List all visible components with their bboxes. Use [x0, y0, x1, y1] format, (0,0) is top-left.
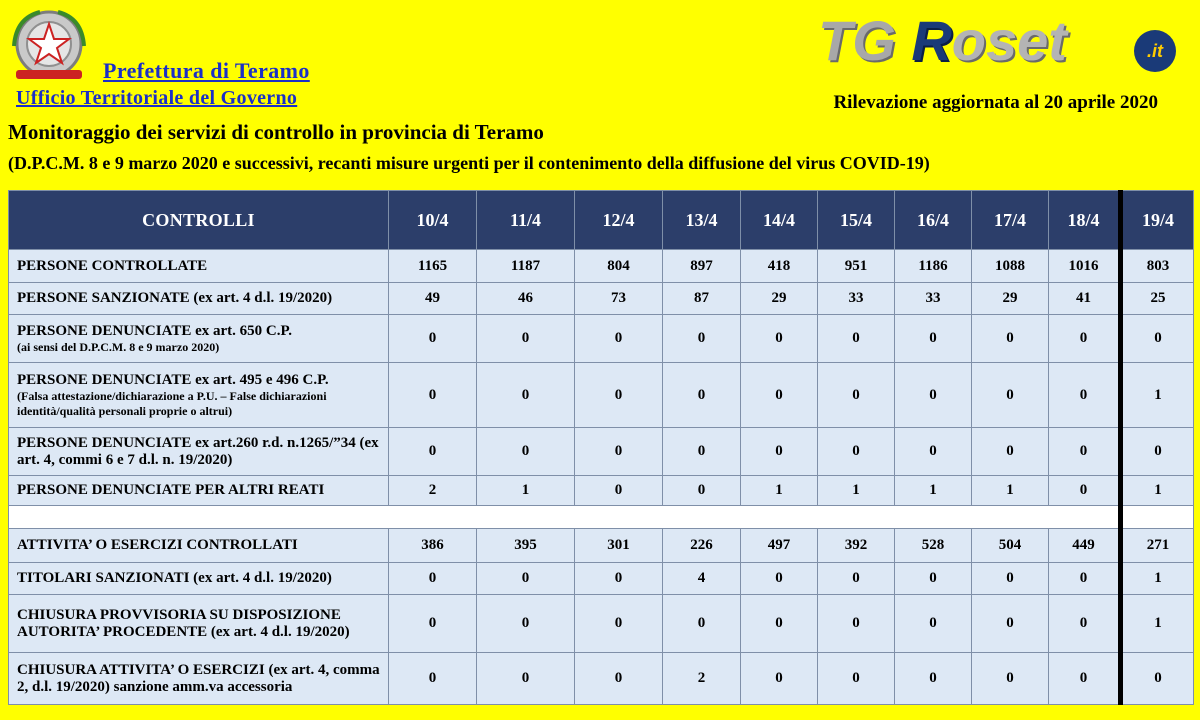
table-cell: 46	[477, 283, 575, 315]
row-label-note: (ai sensi del D.P.C.M. 8 e 9 marzo 2020)	[17, 339, 220, 354]
row-label	[9, 476, 389, 506]
table-cell: 0	[477, 363, 575, 428]
header-date: 19/4	[1121, 191, 1194, 250]
table-cell: 504	[972, 529, 1049, 563]
table-cell: 0	[663, 315, 741, 363]
table-cell: 0	[818, 363, 895, 428]
table-cell: 528	[895, 529, 972, 563]
row-label-text: CHIUSURA ATTIVITA’ O ESERCIZI (ex art. 4, comma 2, d.l. 19/2020) sanzione amm.va accessoria	[17, 661, 380, 695]
row-label	[9, 250, 389, 283]
table-cell: 804	[575, 250, 663, 283]
table-cell: 497	[741, 529, 818, 563]
table-cell: 0	[389, 363, 477, 428]
row-label-text: CHIUSURA PROVVISORIA SU DISPOSIZIONE AUTORITA’ PROCEDENTE (ex art. 4 d.l. 19/2020)	[17, 606, 350, 640]
logo-dot-it: .it	[1134, 30, 1176, 72]
table-cell: 0	[1121, 653, 1194, 705]
table-cell: 0	[972, 653, 1049, 705]
table-cell: 0	[1049, 428, 1121, 476]
table-cell: 1	[972, 476, 1049, 506]
italian-republic-emblem-icon	[6, 6, 92, 84]
table-cell: 0	[818, 315, 895, 363]
logo-oset: oset	[951, 9, 1067, 72]
table-cell: 0	[972, 363, 1049, 428]
table-cell: 1	[1121, 363, 1194, 428]
header-date: 18/4	[1049, 191, 1121, 250]
row-label-text: ATTIVITA’ O ESERCIZI CONTROLLATI	[17, 537, 298, 553]
table-cell: 0	[895, 653, 972, 705]
table-cell: 1	[741, 476, 818, 506]
spacer-cell	[9, 506, 1121, 529]
table-cell: 0	[1049, 595, 1121, 653]
table-cell: 0	[389, 315, 477, 363]
table-cell: 49	[389, 283, 477, 315]
controls-table	[8, 190, 1193, 705]
table-cell: 2	[663, 653, 741, 705]
table-cell: 87	[663, 283, 741, 315]
table-cell: 0	[663, 595, 741, 653]
table-cell: 226	[663, 529, 741, 563]
table-cell: 73	[575, 283, 663, 315]
row-label-text: PERSONE CONTROLLATE	[17, 257, 208, 274]
table-cell: 271	[1121, 529, 1194, 563]
table-cell: 1	[477, 476, 575, 506]
table-cell: 0	[663, 476, 741, 506]
header-date: 16/4	[895, 191, 972, 250]
table-cell: 29	[972, 283, 1049, 315]
table-row	[9, 250, 1194, 283]
table-cell: 0	[972, 315, 1049, 363]
table-row	[9, 476, 1194, 506]
table-cell: 1	[1121, 563, 1194, 595]
table-cell: 0	[575, 563, 663, 595]
table-cell: 0	[575, 363, 663, 428]
table-cell: 1016	[1049, 250, 1121, 283]
row-label	[9, 595, 389, 653]
table-cell: 0	[895, 363, 972, 428]
table-cell: 0	[972, 595, 1049, 653]
table-cell: 0	[895, 563, 972, 595]
table-cell: 0	[477, 563, 575, 595]
table-cell: 0	[818, 595, 895, 653]
spacer-row	[9, 506, 1194, 529]
table-cell: 0	[818, 563, 895, 595]
table-cell: 0	[663, 428, 741, 476]
table-cell: 0	[1049, 476, 1121, 506]
table-cell: 1	[1121, 476, 1194, 506]
table-cell: 0	[1049, 563, 1121, 595]
table-cell: 395	[477, 529, 575, 563]
logo-r: R	[911, 9, 952, 72]
table-cell: 1	[818, 476, 895, 506]
row-label	[9, 428, 389, 476]
table-row	[9, 363, 1194, 428]
row-label	[9, 563, 389, 595]
header-date: 14/4	[741, 191, 818, 250]
row-label-text: PERSONE DENUNCIATE ex art. 495 e 496 C.P.	[17, 371, 329, 388]
header-date: 11/4	[477, 191, 575, 250]
office-subtitle: Ufficio Territoriale del Governo	[16, 87, 298, 109]
table-cell: 29	[741, 283, 818, 315]
table-header-row	[9, 191, 1194, 250]
table-cell: 2	[389, 476, 477, 506]
table-row	[9, 653, 1194, 705]
tg-roseto-logo	[818, 8, 1178, 74]
table-cell: 897	[663, 250, 741, 283]
row-label	[9, 363, 389, 428]
table-cell: 0	[575, 595, 663, 653]
table-cell: 803	[1121, 250, 1194, 283]
table-cell: 0	[741, 363, 818, 428]
table-cell: 33	[818, 283, 895, 315]
table-cell: 392	[818, 529, 895, 563]
prefecture-title: Prefettura di Teramo	[103, 58, 310, 83]
page-title: Monitoraggio dei servizi di controllo in provincia di Teramo	[8, 120, 544, 144]
row-label-text: PERSONE SANZIONATE (ex art. 4 d.l. 19/2020)	[17, 290, 333, 306]
table-cell: 0	[972, 563, 1049, 595]
row-label	[9, 653, 389, 705]
table-cell: 386	[389, 529, 477, 563]
table-cell: 0	[741, 315, 818, 363]
table-row	[9, 595, 1194, 653]
table-cell: 0	[477, 315, 575, 363]
page-subtitle: (D.P.C.M. 8 e 9 marzo 2020 e successivi, recanti misure urgenti per il contenimento della diffusione del virus COVID-19)	[8, 153, 930, 173]
logo-tg: TG	[818, 9, 912, 72]
table-cell: 0	[389, 653, 477, 705]
table-cell: 1088	[972, 250, 1049, 283]
table-spacer	[9, 506, 1194, 529]
table-body-persons	[9, 250, 1194, 506]
table-body-activities	[9, 529, 1194, 705]
table-cell: 0	[1049, 363, 1121, 428]
table-cell: 1187	[477, 250, 575, 283]
header-date: 15/4	[818, 191, 895, 250]
table-cell: 951	[818, 250, 895, 283]
table-row	[9, 428, 1194, 476]
table-cell: 0	[1121, 315, 1194, 363]
spacer-cell	[1121, 506, 1194, 529]
table-cell: 0	[575, 315, 663, 363]
table-cell: 418	[741, 250, 818, 283]
table-cell: 0	[818, 653, 895, 705]
table-cell: 301	[575, 529, 663, 563]
table-cell: 0	[818, 428, 895, 476]
table-cell: 0	[575, 428, 663, 476]
table-cell: 0	[477, 595, 575, 653]
table-cell: 1186	[895, 250, 972, 283]
table-cell: 449	[1049, 529, 1121, 563]
row-label-note: (Falsa attestazione/dichiarazione a P.U. – False dichiarazioni identità/qualità personali proprie o altrui)	[17, 388, 327, 418]
header-date: 12/4	[575, 191, 663, 250]
table-cell: 0	[575, 653, 663, 705]
table-row	[9, 283, 1194, 315]
row-label-text: PERSONE DENUNCIATE ex art.260 r.d. n.1265/”34 (ex art. 4, commi 6 e 7 d.l. n. 19/2020)	[17, 434, 379, 468]
table-cell: 0	[895, 315, 972, 363]
header-date: 17/4	[972, 191, 1049, 250]
row-label	[9, 283, 389, 315]
table-cell: 0	[389, 428, 477, 476]
row-label	[9, 315, 389, 363]
table-row	[9, 315, 1194, 363]
table-cell: 0	[741, 595, 818, 653]
update-date: Rilevazione aggiornata al 20 aprile 2020	[833, 92, 1158, 113]
row-label-text: PERSONE DENUNCIATE PER ALTRI REATI	[17, 482, 325, 498]
row-label-text: TITOLARI SANZIONATI (ex art. 4 d.l. 19/2020)	[17, 570, 332, 586]
table-cell: 0	[389, 595, 477, 653]
header-date: 13/4	[663, 191, 741, 250]
row-label	[9, 529, 389, 563]
header-controlli: CONTROLLI	[9, 191, 389, 250]
table-cell: 0	[575, 476, 663, 506]
table-cell: 0	[1049, 315, 1121, 363]
table-cell: 1	[1121, 595, 1194, 653]
table-cell: 0	[895, 428, 972, 476]
header-date: 10/4	[389, 191, 477, 250]
table-cell: 1	[895, 476, 972, 506]
table-cell: 0	[477, 428, 575, 476]
table-cell: 0	[1049, 653, 1121, 705]
table-row	[9, 563, 1194, 595]
table-cell: 41	[1049, 283, 1121, 315]
table-row	[9, 529, 1194, 563]
table-cell: 33	[895, 283, 972, 315]
table-cell: 0	[895, 595, 972, 653]
table-cell: 0	[389, 563, 477, 595]
table-cell: 25	[1121, 283, 1194, 315]
table-cell: 0	[741, 428, 818, 476]
table-cell: 1165	[389, 250, 477, 283]
table-cell: 0	[741, 563, 818, 595]
row-label-text: PERSONE DENUNCIATE ex art. 650 C.P.	[17, 322, 293, 339]
table-cell: 4	[663, 563, 741, 595]
table-cell: 0	[741, 653, 818, 705]
table-cell: 0	[1121, 428, 1194, 476]
table-cell: 0	[972, 428, 1049, 476]
table-cell: 0	[663, 363, 741, 428]
table-cell: 0	[477, 653, 575, 705]
